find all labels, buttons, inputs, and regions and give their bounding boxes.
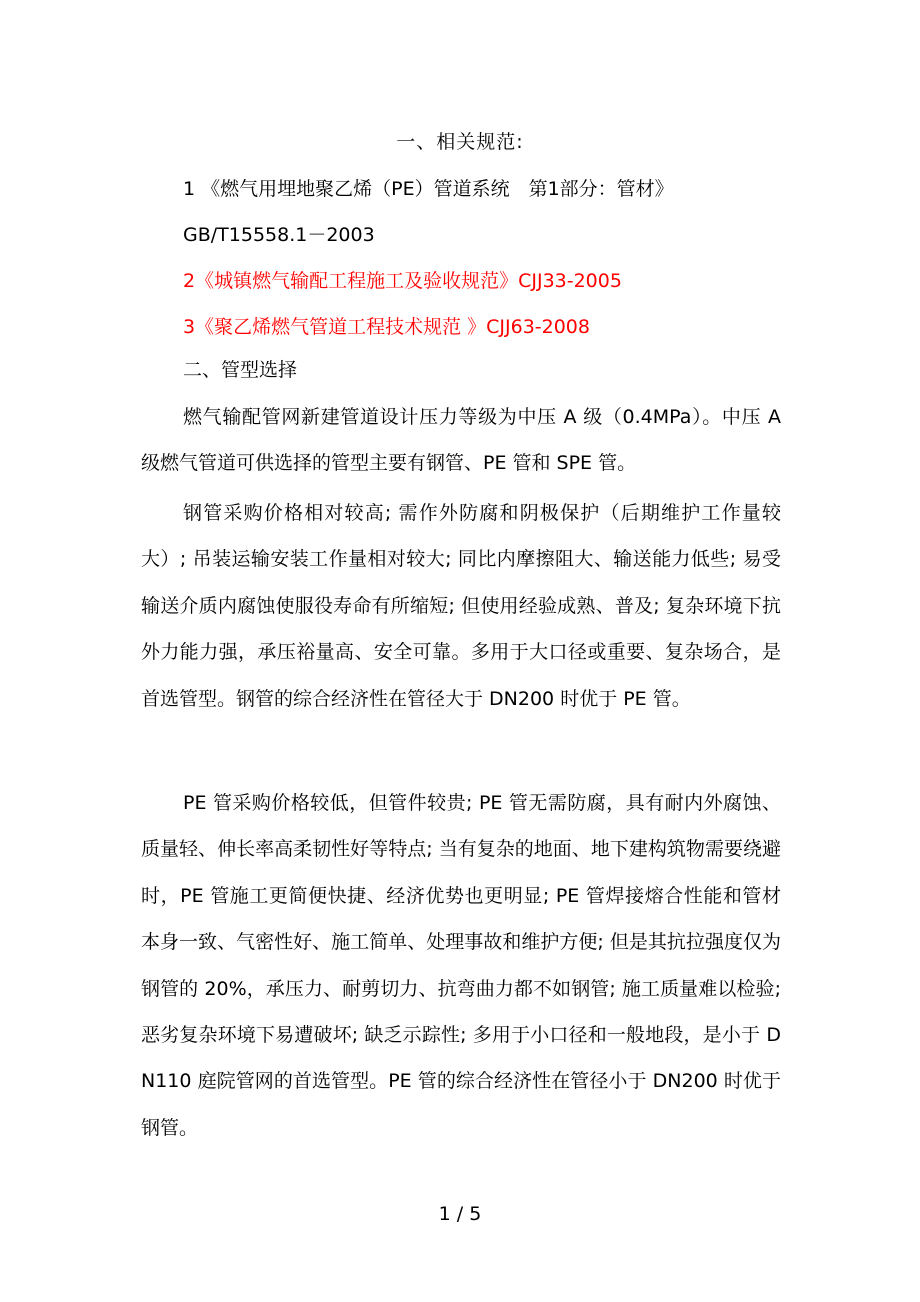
section-heading-pipe-selection: 二、管型选择 [183, 359, 298, 381]
reference-1-title: 1 《燃气用埋地聚乙烯（PE）管道系统 第1部分：管材》 [183, 178, 674, 200]
reference-3: 3《聚乙烯燃气管道工程技术规范 》CJJ63-2008 [183, 316, 590, 338]
reference-2: 2《城镇燃气输配工程施工及验收规范》CJJ33-2005 [183, 270, 622, 292]
paragraph-steel-pipe: 钢管采购价格相对较高; 需作外防腐和阴极保护（后期维护工作量较大）; 吊装运输安装工作量相对较大; 同比内摩擦阻大、输送能力低些; 易受输送介质内腐蚀使服役寿命有所缩短; 但使用经验成熟、普及; 复杂环境下抗外力能力强，承压裕量高、安全可靠。多用于大口径或重要、复杂场合，是首选管型。钢管的综合经济性在管径大于 DN200 时优于 PE 管。 [141, 502, 781, 710]
paragraph-pe-pipe: PE 管采购价格较低，但管件较贵; PE 管无需防腐，具有耐内外腐蚀、质量轻、伸长率高柔韧性好等特点; 当有复杂的地面、地下建构筑物需要绕避时，PE 管施工更简便快捷、经济优势也更明显; PE 管焊接熔合性能和管材本身一致、气密性好、施工简单、处理事故和维护方便; 但是其抗拉强度仅为钢管的 20%，承压力、耐剪切力、抗弯曲力都不如钢管; 施工质量难以检验; 恶劣复杂环境下易遭破坏; 缺乏示踪性; 多用于小口径和一般地段，是小于 DN110 庭院管网的首选管型。PE 管的综合经济性在管径小于 DN200 时优于钢管。 [141, 792, 781, 1139]
page-number: 1 / 5 [438, 1203, 482, 1225]
reference-1-code: GB/T15558.1－2003 [183, 224, 375, 246]
paragraph-pressure-class: 燃气输配管网新建管道设计压力等级为中压 A 级（0.4MPa）。中压 A 级燃气管道可供选择的管型主要有钢管、PE 管和 SPE 管。 [141, 406, 781, 475]
section-heading-references: 一、相关规范: [396, 131, 524, 153]
